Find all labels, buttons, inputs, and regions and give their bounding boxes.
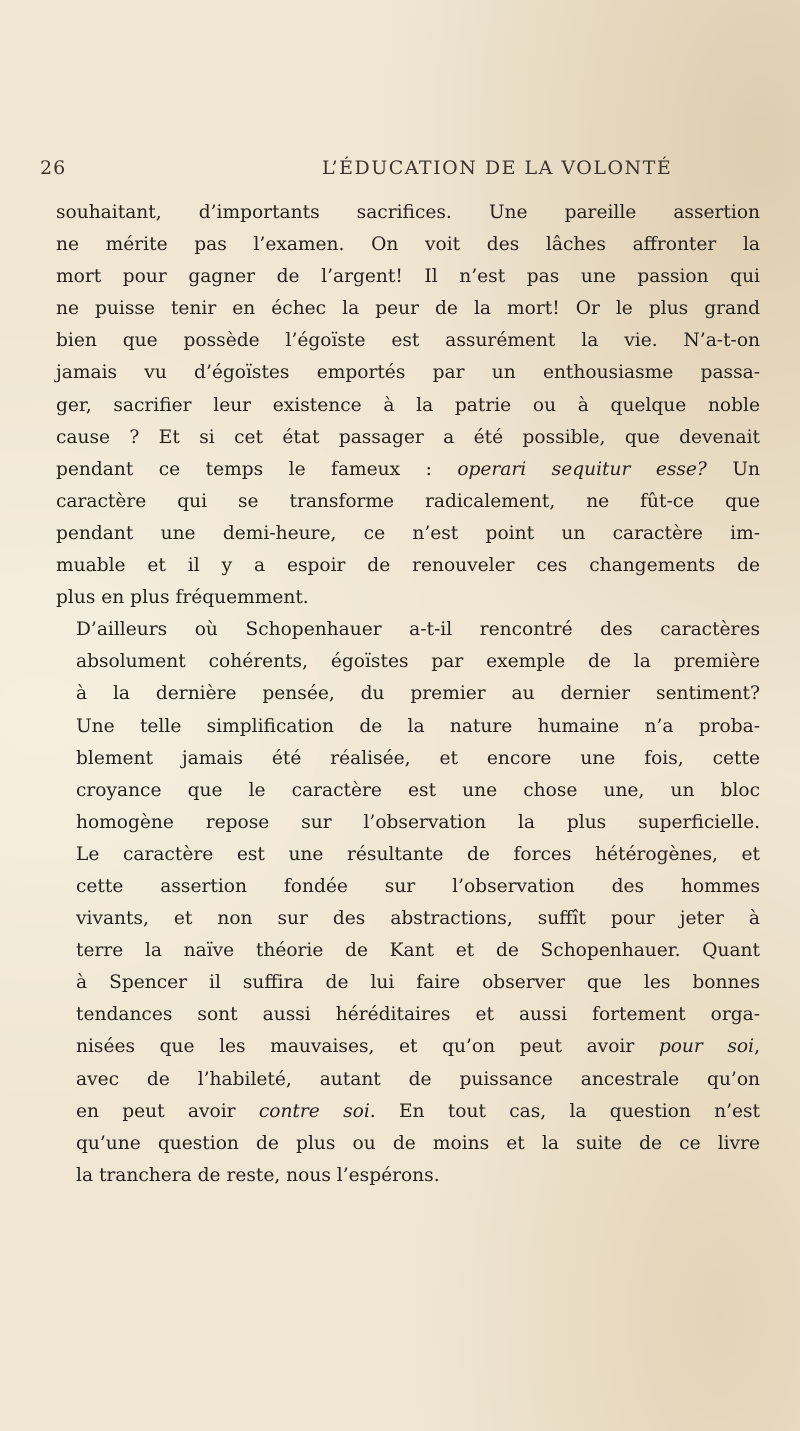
text-line: jamais vu d’égoïstes emportés par un enthousiasme passa-: [56, 362, 760, 384]
text-line: nisées que les mauvaises, et qu’on peut avoir pour soi,: [76, 1036, 760, 1058]
text-line: cause ? Et si cet état passager a été possible, que devenait: [56, 426, 760, 448]
text-line: souhaitant, d’importants sacrifices. Une pareille assertion: [56, 202, 760, 223]
text-line: absolument cohérents, égoïstes par exemple de la première: [76, 651, 760, 673]
text-line: Le caractère est une résultante de forces hétérogènes, et: [76, 843, 760, 865]
text-line: cette assertion fondée sur l’observation des hommes: [76, 875, 760, 897]
page-number: 26: [40, 157, 67, 179]
text-line: avec de l’habileté, autant de puissance ancestrale qu’on: [76, 1068, 760, 1090]
text-line: en peut avoir contre soi. En tout cas, la question n’est: [76, 1100, 761, 1122]
text-line: la tranchera de reste, nous l’espérons.: [76, 1164, 440, 1186]
text-line: vivants, et non sur des abstractions, suffît pour jeter à: [76, 908, 760, 930]
text-line: croyance que le caractère est une chose une, un bloc: [76, 779, 760, 801]
text-line: pendant une demi-heure, ce n’est point un caractère im-: [56, 522, 760, 544]
running-title: L’ÉDUCATION DE LA VOLONTÉ: [322, 157, 673, 179]
text-line: terre la naïve théorie de Kant et de Schopenhauer. Quant: [76, 940, 760, 962]
text-line: caractère qui se transforme radicalement, ne fût-ce que: [56, 490, 760, 512]
text-line: ne puisse tenir en échec la peur de la mort! Or le plus grand: [56, 298, 760, 320]
text-line: ne mérite pas l’examen. On voit des lâches affronter la: [56, 234, 760, 256]
text-line: muable et il y a espoir de renouveler ces changements de: [56, 555, 760, 577]
body-text: [56, 197, 760, 1192]
text-line: à Spencer il suffira de lui faire observer que les bonnes: [76, 972, 760, 994]
italic-phrase: pour soi: [658, 1036, 755, 1058]
paragraph-1: [56, 197, 760, 614]
text-line: D’ailleurs où Schopenhauer a-t-il rencontré des caractères: [76, 619, 760, 641]
text-line: qu’une question de plus ou de moins et la suite de ce livre: [76, 1132, 760, 1154]
text-line: mort pour gagner de l’argent! Il n’est pas une passion qui: [56, 266, 760, 288]
text-line: Une telle simplification de la nature humaine n’a proba-: [76, 715, 760, 737]
text-line: tendances sont aussi héréditaires et aussi fortement orga-: [76, 1004, 760, 1026]
italic-phrase: contre soi: [258, 1100, 370, 1122]
paragraph-2: [56, 614, 760, 1192]
text-line: ger, sacrifier leur existence à la patrie ou à quelque noble: [56, 394, 760, 416]
text-line: plus en plus fréquemment.: [56, 587, 309, 609]
text-line: bien que possède l’égoïste est assurément la vie. N’a-t-on: [56, 330, 760, 352]
text-line: à la dernière pensée, du premier au dernier sentiment?: [76, 683, 760, 705]
text-line: homogène repose sur l’observation la plus superficielle.: [76, 811, 760, 833]
text-line: pendant ce temps le fameux : operari sequitur esse? Un: [56, 458, 761, 480]
italic-latin-phrase: operari sequitur esse?: [457, 458, 707, 480]
page-header: [40, 157, 762, 187]
text-line: blement jamais été réalisée, et encore une fois, cette: [76, 747, 760, 769]
